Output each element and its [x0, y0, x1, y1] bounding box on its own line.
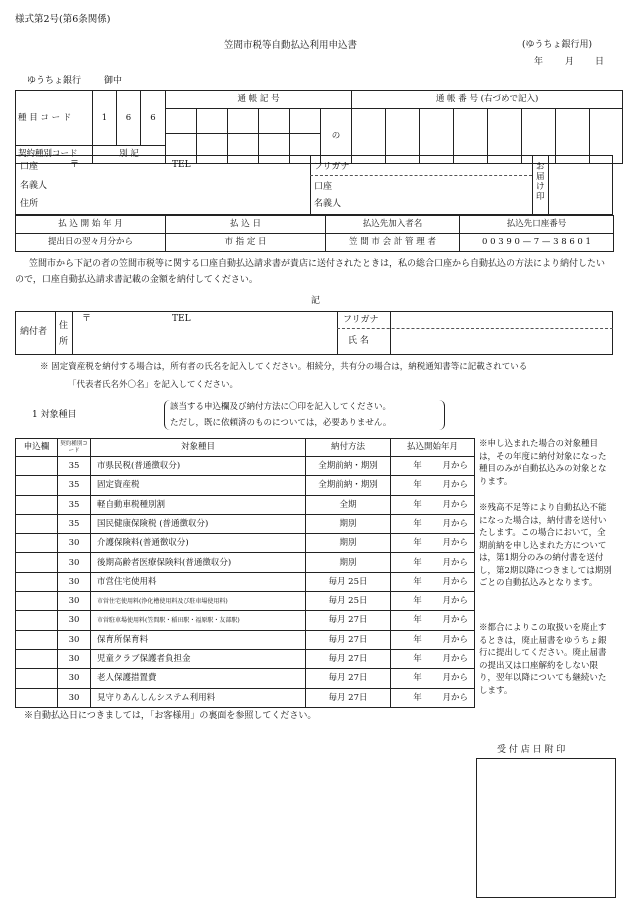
start-month-cell[interactable]: 年 月から: [391, 572, 475, 591]
start-month-cell[interactable]: 年 月から: [391, 649, 475, 668]
payment-method-cell[interactable]: 毎月 27日: [306, 611, 391, 630]
date-day: 日: [595, 57, 605, 67]
contract-type-label: 契約種別コード: [16, 146, 93, 164]
start-month-cell[interactable]: 年 月から: [391, 514, 475, 533]
date-year: 年: [534, 57, 544, 67]
payment-method-cell[interactable]: 期別: [306, 553, 391, 572]
contract-code-cell: 30: [58, 669, 91, 688]
separate-label: 別 記: [93, 146, 166, 164]
payment-method-cell[interactable]: 全期前納・期別: [306, 457, 391, 476]
payer-label: 納付者: [20, 327, 48, 337]
target-item-cell: 市県民税(普通徴収分): [91, 457, 306, 476]
target-item-cell: 国民健康保険税 (普通徴収分): [91, 514, 306, 533]
payment-method-cell[interactable]: 全期: [306, 495, 391, 514]
application-checkbox-cell[interactable]: [16, 572, 58, 591]
property-note-line2: 「代表者氏名外〇名」を記入してください。: [68, 380, 239, 390]
instruction-line1: 該当する申込欄及び納付方法に〇印を記入してください。: [170, 402, 392, 412]
table-row: [16, 553, 475, 572]
start-month-cell[interactable]: 年 月から: [391, 534, 475, 553]
payment-info-table: [15, 215, 614, 252]
passbook-symbol-box[interactable]: [290, 109, 321, 134]
seal-label: お届け印: [536, 162, 545, 202]
payer-address-label: 住所: [59, 321, 69, 347]
passbook-symbol-box[interactable]: [228, 109, 259, 134]
contract-code-cell: 30: [58, 553, 91, 572]
table-row: [16, 688, 475, 707]
start-month-cell[interactable]: 年 月から: [391, 476, 475, 495]
application-checkbox-cell[interactable]: [16, 669, 58, 688]
header-contract-code: 契約種別コード: [58, 439, 91, 457]
no-separator: の: [321, 109, 352, 164]
header-target-item: 対象種目: [91, 439, 306, 457]
payment-method-cell[interactable]: 期別: [306, 534, 391, 553]
divider: [337, 311, 338, 355]
payment-method-cell[interactable]: 毎月 25日: [306, 592, 391, 611]
contract-code-cell: 30: [58, 649, 91, 668]
contract-code-cell: 30: [58, 630, 91, 649]
application-checkbox-cell[interactable]: [16, 630, 58, 649]
target-item-cell: 見守りあんしんシステム利用料: [91, 688, 306, 707]
start-month-cell[interactable]: 年 月から: [391, 553, 475, 572]
receipt-stamp-label: 受 付 店 日 附 印: [497, 745, 566, 755]
divider: [390, 311, 391, 355]
furigana-label: フリガナ: [314, 162, 350, 172]
ki-label: 記: [311, 296, 321, 306]
addressee-bank: ゆうちょ銀行: [27, 76, 82, 86]
start-month-header: 払 込 開 始 年 月: [16, 216, 166, 234]
table-row: [16, 611, 475, 630]
start-month-cell[interactable]: 年 月から: [391, 592, 475, 611]
divider: [55, 311, 56, 355]
target-item-cell: 軽自動車税種別割: [91, 495, 306, 514]
payee-account-value: 0 0 3 9 0 — 7 — 3 8 6 0 1: [460, 234, 614, 252]
payment-method-cell[interactable]: 全期前納・期別: [306, 476, 391, 495]
contract-code-cell: 35: [58, 495, 91, 514]
contract-code-cell: 30: [58, 688, 91, 707]
dashed-divider: [337, 328, 613, 329]
start-month-cell[interactable]: 年 月から: [391, 457, 475, 476]
target-section-label: 1 対象種目: [32, 410, 77, 420]
instruction-line2: ただし，既に依頼済のものについては，必要ありません。: [170, 418, 392, 428]
payer-postal-mark: 〒: [82, 314, 92, 324]
table-row: [16, 630, 475, 649]
contract-code-cell: 30: [58, 572, 91, 591]
table-row: [16, 592, 475, 611]
application-checkbox-cell[interactable]: [16, 495, 58, 514]
divider: [72, 311, 73, 355]
application-checkbox-cell[interactable]: [16, 611, 58, 630]
payment-method-cell[interactable]: 毎月 27日: [306, 649, 391, 668]
footer-note: ※自動払込日につきましては，「お客様用」の裏面を参照してください。: [24, 711, 317, 721]
payment-method-cell[interactable]: 毎月 27日: [306, 688, 391, 707]
application-checkbox-cell[interactable]: [16, 553, 58, 572]
contract-code-cell: 30: [58, 611, 91, 630]
payer-tel-label: TEL: [172, 314, 191, 324]
application-checkbox-cell[interactable]: [16, 592, 58, 611]
account-name-label: 名義人: [314, 199, 342, 209]
payment-method-cell[interactable]: 毎月 27日: [306, 669, 391, 688]
addressee-suffix: 御中: [104, 76, 123, 86]
type-code-digit: 6: [141, 91, 166, 146]
postal-mark: 〒: [70, 160, 80, 170]
passbook-symbol-box[interactable]: [259, 109, 290, 134]
bank-note: (ゆうちょ銀行用): [522, 40, 593, 50]
start-month-cell[interactable]: 年 月から: [391, 688, 475, 707]
account-code-table: [15, 90, 623, 164]
payee-name-header: 払込先加入者名: [326, 216, 460, 234]
passbook-symbol-label: 通 帳 記 号: [166, 91, 352, 109]
target-item-cell: 後期高齢者医療保険料(普通徴収分): [91, 553, 306, 572]
passbook-number-label: 通 帳 番 号 (右づめで記入): [352, 91, 623, 109]
account-name-label: 口座: [314, 182, 333, 192]
payment-date-header: 払 込 日: [166, 216, 326, 234]
application-checkbox-cell[interactable]: [16, 476, 58, 495]
start-month-cell[interactable]: 年 月から: [391, 611, 475, 630]
target-item-cell: 市営住宅使用料: [91, 572, 306, 591]
page-title: 笠間市税等自動払込利用申込書: [224, 40, 358, 51]
table-row: [16, 534, 475, 553]
target-item-cell: 老人保護措置費: [91, 669, 306, 688]
table-row: [16, 495, 475, 514]
application-checkbox-cell[interactable]: [16, 514, 58, 533]
passbook-symbol-box[interactable]: [197, 109, 228, 134]
property-note-line1: ※ 固定資産税を納付する場合は，所有者の氏名を記入してください。相続分，共有分の場合は，納税通知書等に記載されている: [40, 362, 528, 372]
side-note-1: ※申し込まれた場合の対象種目は，その年度に納付対象になった種目のみが自動払込みの対象となります。: [479, 439, 607, 487]
application-checkbox-cell[interactable]: [16, 457, 58, 476]
contract-code-cell: 35: [58, 457, 91, 476]
account-label: 口座: [20, 162, 39, 172]
payment-method-cell[interactable]: 毎月 27日: [306, 630, 391, 649]
table-row: [16, 572, 475, 591]
divider: [548, 155, 549, 215]
receipt-stamp-box: [476, 758, 616, 898]
type-code-label: 種 目 コ ー ド: [16, 91, 93, 146]
target-item-cell: 市営住宅使用料(浄化槽使用料及び駐車場使用料): [91, 592, 306, 611]
tel-label: TEL: [172, 160, 191, 170]
header-application: 申込欄: [16, 439, 58, 457]
start-month-cell[interactable]: 年 月から: [391, 630, 475, 649]
divider: [532, 155, 533, 215]
header-start-month: 払込開始年月: [391, 439, 475, 457]
start-month-cell[interactable]: 年 月から: [391, 495, 475, 514]
header-payment-method: 納付方法: [306, 439, 391, 457]
application-checkbox-cell[interactable]: [16, 649, 58, 668]
side-note-2: ※残高不足等により自動払込不能になった場合は，納付書を送付いたします。この場合において，全期前納を申し込まれた方については，第1期分のみの納付書を送付し，第2期以降につきましては期別ごとの自動払込みとなります。: [479, 503, 612, 588]
contract-code-cell: 30: [58, 592, 91, 611]
passbook-symbol-box[interactable]: [166, 109, 197, 134]
payer-name-label: 氏 名: [348, 336, 369, 346]
side-note-3: ※都合によりこの取扱いを廃止するときは，廃止届書をゆうちょ銀行に提出してください。廃止届書の提出又は口座解約をしない限り，翌年以降についても継続いたします。: [479, 623, 607, 696]
contract-code-cell: 35: [58, 476, 91, 495]
form-number: 様式第2号(第6条関係): [15, 14, 111, 25]
payer-block: [15, 311, 613, 355]
address-label: 住所: [20, 199, 39, 209]
target-item-cell: 介護保険料(普通徴収分): [91, 534, 306, 553]
application-checkbox-cell[interactable]: [16, 688, 58, 707]
application-checkbox-cell[interactable]: [16, 534, 58, 553]
statement-text: 笠間市から下記の者の笠間市税等に関する口座自動払込請求書が貴店に送付されたときは，私の総合口座から自動払込の方法により納付したいので，口座自動払込請求書記載の金額を納付してください。: [15, 259, 606, 285]
payment-method-cell[interactable]: 毎月 25日: [306, 572, 391, 591]
holder-label: 名義人: [20, 181, 48, 191]
date-month: 月: [565, 57, 575, 67]
table-row: [16, 649, 475, 668]
type-code-digit: 1: [93, 91, 117, 146]
table-row: [16, 457, 475, 476]
divider: [310, 155, 311, 215]
payer-furigana-label: フリガナ: [343, 315, 379, 325]
payee-name-value: 笠 間 市 会 計 管 理 者: [326, 234, 460, 252]
target-item-cell: 固定資産税: [91, 476, 306, 495]
contract-code-cell: 30: [58, 534, 91, 553]
target-items-table: [15, 438, 475, 708]
target-item-cell: 児童クラブ保護者負担金: [91, 649, 306, 668]
payee-account-header: 払込先口座番号: [460, 216, 614, 234]
dashed-divider: [310, 175, 532, 176]
payment-date-value: 市 指 定 日: [166, 234, 326, 252]
target-item-cell: 市営駐車場使用料(笠間駅・稲田駅・福原駅・友部駅): [91, 611, 306, 630]
type-code-digit: 6: [117, 91, 141, 146]
table-row: [16, 514, 475, 533]
target-item-cell: 保育所保育料: [91, 630, 306, 649]
contract-code-cell: 35: [58, 514, 91, 533]
start-month-cell[interactable]: 年 月から: [391, 669, 475, 688]
table-row: [16, 476, 475, 495]
start-month-value: 提出日の翌々月分から: [16, 234, 166, 252]
table-row: [16, 669, 475, 688]
payment-method-cell[interactable]: 期別: [306, 514, 391, 533]
